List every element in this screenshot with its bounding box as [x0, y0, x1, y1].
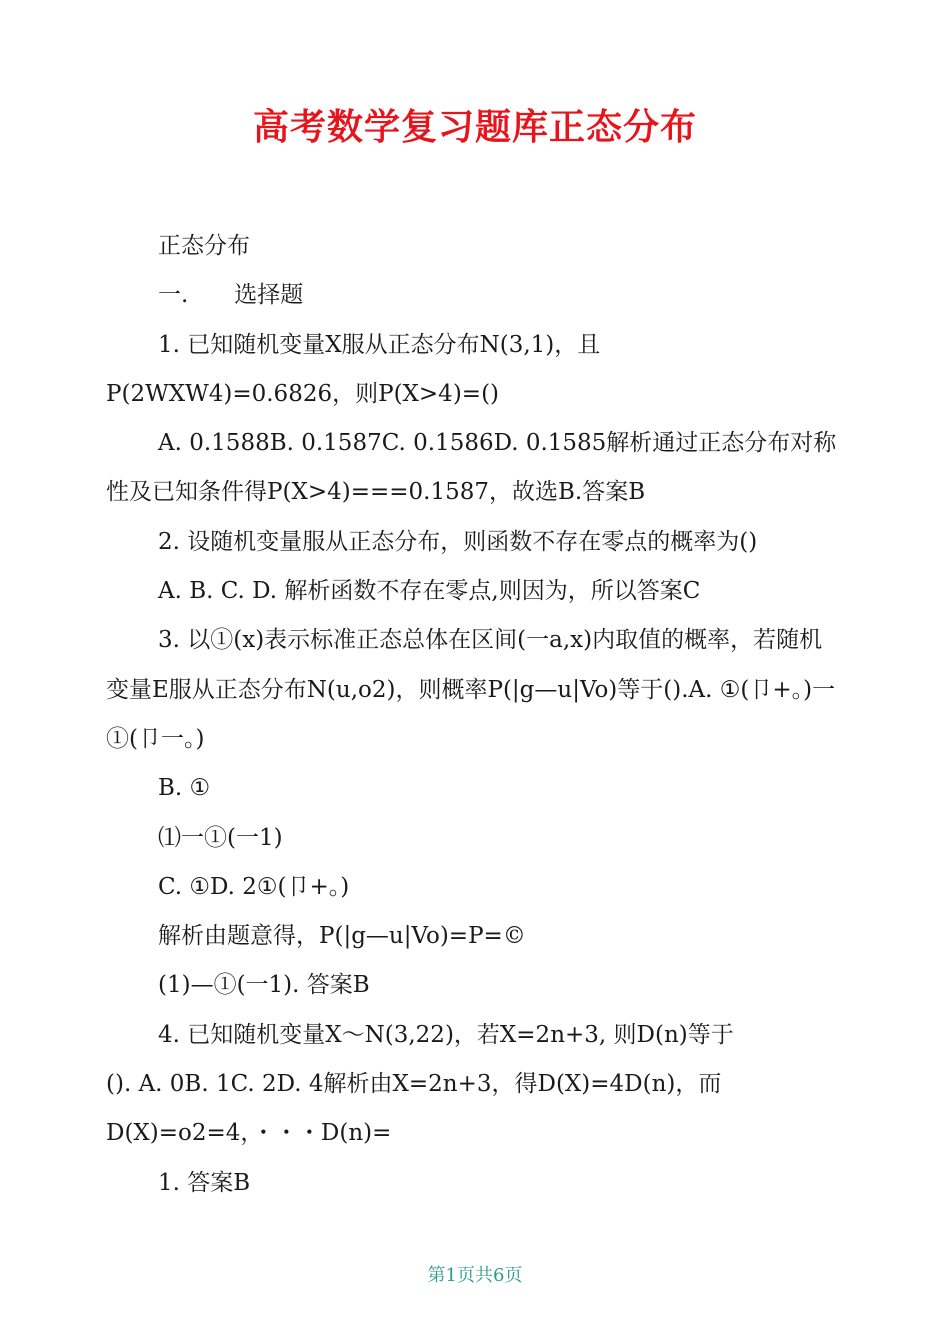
question-3-answer: (1)—①(一1). 答案B: [158, 972, 370, 999]
question-2-answer: A. B. C. D. 解析函数不存在零点,则因为，所以答案C: [158, 578, 701, 605]
question-1-line-2: P(2WXW4)=0.6826，则P(X>4)=(): [106, 380, 500, 407]
question-3-options-cd: C. ①D. 2①(卩+。): [158, 873, 350, 900]
question-4-line-3: D(X)=o2=4，・・・D(n)=: [106, 1120, 392, 1147]
question-3: 3. 以①(x)表示标准正态总体在区间(一a,x)内取值的概率，若随机变量E服从正态分布N(u,o2)，则概率P(|g—u|Vo)等于().A. ①(卩+。)一①(卩一。): [106, 627, 836, 752]
question-4-line-2: (). A. 0B. 1C. 2D. 4解析由X=2n+3，得D(X)=4D(n)，而: [106, 1071, 722, 1098]
question-1-answer: A. 0.1588B. 0.1587C. 0.1586D. 0.1585解析通过正态分布对称性及已知条件得P(X>4)===0.1587，故选B.答案B: [106, 430, 837, 506]
document-title: 高考数学复习题库正态分布: [252, 107, 697, 148]
question-2: 2. 设随机变量服从正态分布，则函数不存在零点的概率为(): [158, 528, 758, 555]
subsection-heading: 一. 选择题: [158, 282, 304, 309]
page-indicator: 第1页共6页: [427, 1265, 523, 1286]
question-4-line-1: 4. 已知随机变量X〜N(3,22)，若X=2n+3, 则D(n)等于: [158, 1021, 734, 1048]
section-heading: 正态分布: [158, 233, 250, 259]
question-3-analysis: 解析由题意得，P(|g—u|Vo)=P=©: [158, 923, 526, 950]
document-body: [106, 222, 842, 1208]
question-1-line-1: 1. 已知随机变量X服从正态分布N(3,1)，且: [158, 331, 601, 358]
question-3-option-b-cont: ⑴一①(一1): [158, 824, 283, 851]
question-4-answer: 1. 答案B: [158, 1169, 251, 1196]
question-3-option-b: B. ①: [158, 775, 211, 802]
